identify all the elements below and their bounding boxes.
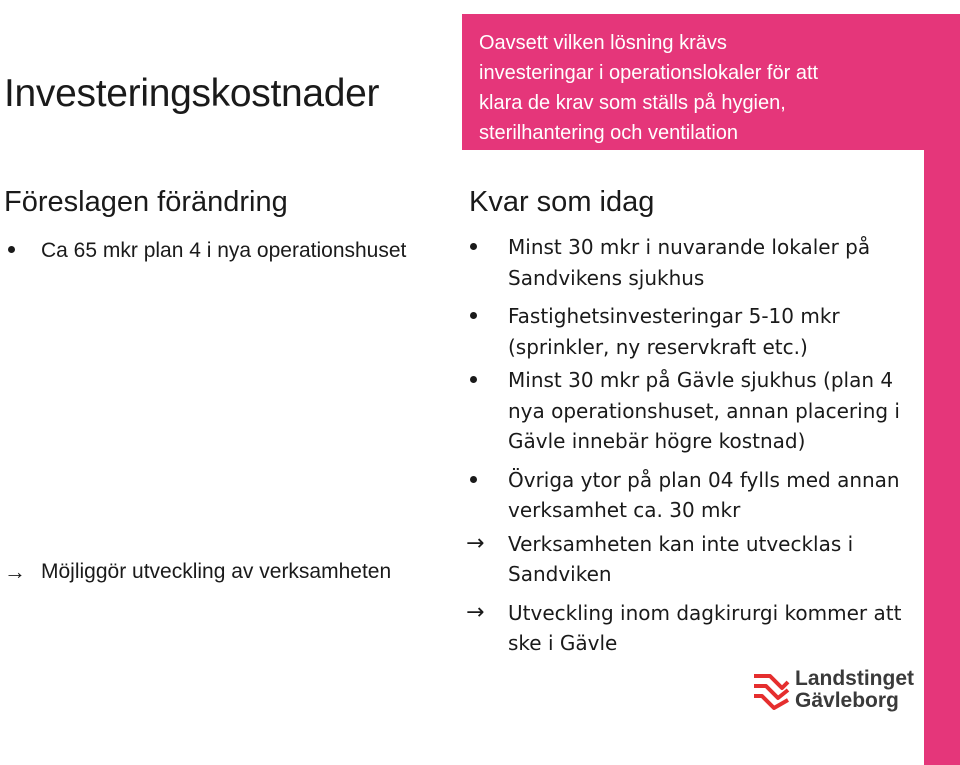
arrow-right-icon: →: [466, 599, 485, 625]
list-item: [462, 598, 912, 659]
page-title: Investeringskostnader: [4, 72, 380, 115]
keep-as-today-list: [462, 232, 912, 667]
list-item: [462, 232, 912, 293]
arrow-right-icon: →: [4, 559, 26, 584]
proposed-change-list: [0, 236, 420, 266]
list-item: [0, 236, 420, 266]
list-item-text: Ca 65 mkr plan 4 i nya operationshuset: [41, 239, 407, 262]
highlight-line: investeringar i operationslokaler för att: [479, 62, 819, 84]
list-item: [462, 301, 912, 362]
list-item-text: Utveckling inom dagkirurgi kommer att ske i Gävle: [508, 600, 902, 655]
landstinget-gavleborg-logo: [752, 668, 912, 720]
list-item-text: Möjliggör utveckling av verksamheten: [41, 560, 392, 583]
bullet-icon: [466, 365, 506, 396]
proposed-change-consequences: [0, 557, 420, 587]
list-item-text: Verksamheten kan inte utvecklas i Sandviken: [508, 531, 854, 586]
list-item: [462, 465, 912, 526]
list-item: [0, 557, 420, 587]
keep-as-today-heading: Kvar som idag: [469, 186, 655, 218]
list-item: [462, 529, 912, 590]
highlight-box: [462, 14, 960, 150]
bullet-icon: [466, 301, 506, 332]
highlight-line: klara de krav som ställs på hygien,: [479, 92, 786, 114]
bullet-icon: [466, 465, 506, 496]
proposed-change-heading: Föreslagen förändring: [4, 186, 288, 218]
bullet-icon: [4, 236, 34, 266]
logo-line: Gävleborg: [795, 689, 899, 712]
logo-text: [795, 668, 914, 712]
list-item: [462, 365, 912, 457]
highlight-line: sterilhantering och ventilation: [479, 122, 739, 144]
bullet-icon: [466, 232, 506, 263]
list-item-text: Fastighetsinvesteringar 5-10 mkr (sprinkler, ny reservkraft etc.): [508, 304, 840, 359]
arrow-right-icon: →: [466, 530, 485, 556]
list-item-text: Minst 30 mkr i nuvarande lokaler på Sandvikens sjukhus: [508, 235, 871, 290]
logo-line: Landstinget: [795, 667, 914, 690]
list-item-text: Minst 30 mkr på Gävle sjukhus (plan 4 nya operationshuset, annan placering i Gävle innebär högre kostnad): [508, 368, 900, 453]
list-item-text: Övriga ytor på plan 04 fylls med annan verksamhet ca. 30 mkr: [508, 467, 900, 522]
landstinget-gavleborg-logo-icon: [752, 672, 790, 712]
highlight-line: Oavsett vilken lösning krävs: [479, 32, 727, 54]
